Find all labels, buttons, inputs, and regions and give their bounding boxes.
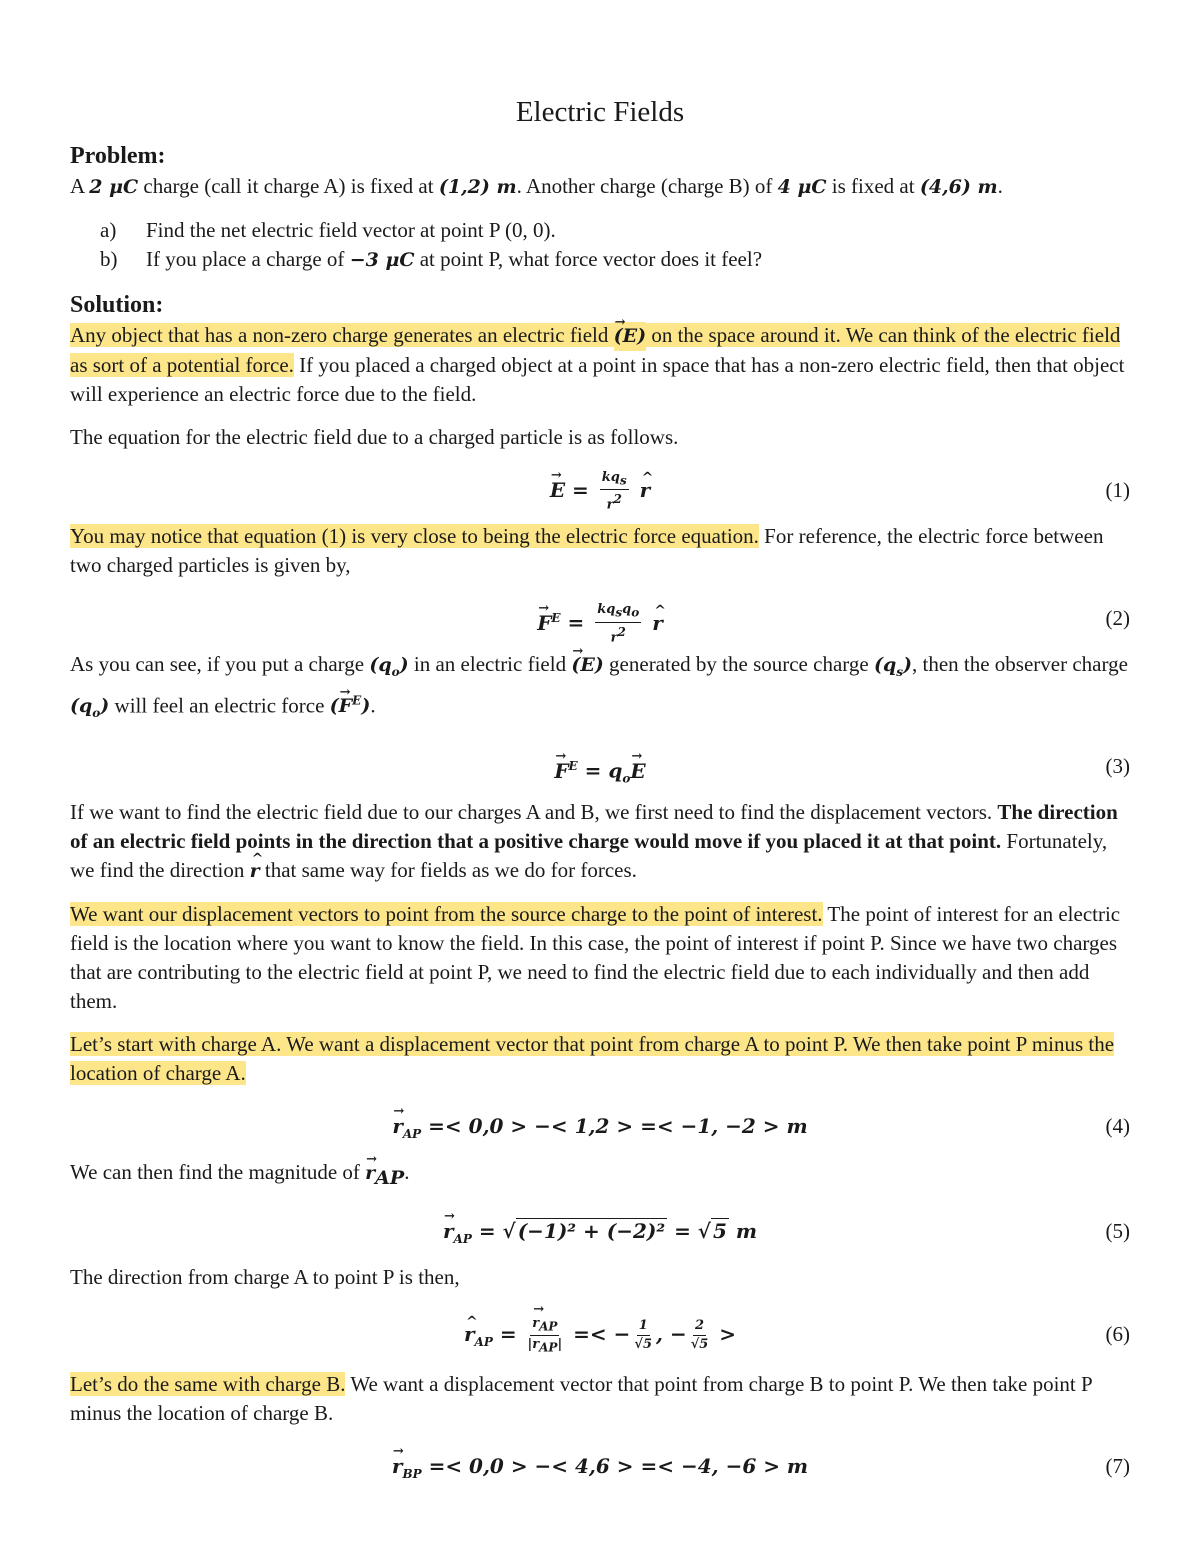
math-r-hat: ^ r [652,599,663,647]
math: o [631,605,640,620]
math: =< 0,0 > −< 1,2 > =< −1, −2 > m [428,1113,808,1138]
fraction [600,471,629,513]
list-label: a) [100,218,117,242]
page-title: Electric Fields [515,96,685,128]
text: . Another charge (charge B) of [516,174,778,198]
math: r [606,497,614,513]
equation-3: → $F^E = q_o\to E$ (3) [70,742,1130,790]
equation-5: → $r_{AP}$ = √ (−1)² + (−2)² = √ 5 m (5) [70,1207,1130,1255]
equation-6: ^ $r_{AP}$ = → $\frac{r_{AP}}{|r_{AP}|}$ =< − $\frac{1}{√5}$ , − $\frac{2}{√5}$ > (6) [70,1306,1130,1362]
math: q [622,602,632,618]
math: E [568,758,578,773]
math-r: → r [392,1102,403,1150]
fraction [691,1319,709,1352]
math-f: → F [537,599,551,647]
math: (q [873,654,897,676]
math-position-b: (4,6) m [919,176,998,198]
math: 2 [693,1319,706,1336]
text: We can then find the magnitude of [70,1159,366,1184]
math-e: → E [630,747,645,795]
equation-number: (5) [1105,1219,1130,1244]
list-text: at point P, what force vector does it feel? [414,247,763,271]
equation-7 [70,1442,1130,1490]
paragraph-3 [70,522,1130,580]
math: q [608,758,623,783]
paragraph-1 [70,321,1130,409]
problem-heading: Problem: [70,143,166,169]
math-r-hat: ^ r [640,466,651,514]
math: (q [70,695,93,718]
math-r: → r [365,1159,375,1188]
math: |r [527,1337,540,1353]
text: If we want to find the electric field due to our charges A and B, we first need to find the displacement vectors. [70,799,998,824]
text: The point of interest for an electric field is the location where you want to know the field. In this case, the point of interest if point P. Since we have two charges that are contributing to the electric field at point P, we need to find the electric field due to each individually and then add them. [70,901,1121,1013]
paragraph-9: The direction from charge A to point P is then, [70,1265,460,1290]
equation-1: → E = $\frac{kq_s}{r^2}$ ^ r (1) [70,466,1130,514]
equation-number: (3) [1105,753,1130,778]
math-f: → F [554,747,568,795]
list-item [70,245,1130,275]
math-e-field: → (E) [614,322,646,351]
paragraph-7 [70,1030,1130,1088]
math: → r [532,1317,539,1331]
solution-heading: Solution: [70,292,164,318]
math: kq [597,602,616,618]
equation-number: (7) [1105,1454,1130,1479]
math: √5 [690,1337,709,1353]
math-charge-b: 4 μC [777,176,827,198]
equation-number: (2) [1105,606,1130,630]
text: , then the observer charge [912,652,1128,676]
math-r: → r [443,1207,454,1255]
text: For reference, the electric force between two charged particles is given by, [70,524,1104,577]
text: If you placed a charged object at a point in space that has a non-zero electric field, then that object will experience an electric force due to the field. [70,353,1125,406]
text: A [70,174,90,198]
equation-4 [70,1102,1130,1150]
equation-2: → $F^E$ = $\frac{kq_sq_o}{r^2}$ ^ r (2) [70,594,1130,642]
math: 2 [613,492,622,507]
text: in an electric field [408,652,572,676]
highlighted-text: Let’s start with charge A. We want a displacement vector that point from charge A to point P. We then take point P minus the location of charge A. [70,1031,1115,1085]
document-page [70,92,1130,1498]
math: 2 [617,624,626,639]
text: Fortunately, we find the direction [70,828,1108,882]
math-e: → E [550,466,565,514]
math: √5 [634,1337,653,1353]
problem-statement [70,172,1130,202]
paragraph-10 [70,1370,1130,1428]
math: s [615,605,623,620]
highlighted-text: Let’s do the same with charge B. [70,1372,346,1397]
text: . [370,693,376,718]
equation-number: (1) [1105,478,1130,502]
math-charge-a: 2 μC [89,176,139,198]
equation-number: (6) [1105,1322,1130,1347]
list-label: b) [100,247,118,271]
math: 1 [637,1319,650,1336]
paragraph-8: We can then find the magnitude of → $r_{AP}$. [70,1158,1130,1193]
math-r: → r [392,1442,403,1490]
text: charge (call it charge A) is fixed at [138,174,439,198]
paragraph-6 [70,900,1130,1016]
text: is fixed at [826,174,920,198]
list-text: Find the net electric field vector at point P (0, 0). [146,218,556,242]
math: BP [402,1467,422,1482]
math-position-a: (1,2) m [438,176,517,198]
math: (q [369,654,392,676]
math: m [735,1219,757,1244]
text: will feel an electric force [109,693,330,718]
equation-number: (4) [1105,1113,1130,1138]
math: > [719,1322,737,1347]
paragraph-4: As you can see, if you put a charge $(q_o)$ in an electric field → (E) generated by the source charge $(q_s)$, then the observer charge $(q_o)$ will feel an electric force (→ $F^E$). [70,650,1130,728]
paragraph-2: The equation for the electric field due to a charged particle is as follows. [70,425,679,449]
math: E [551,611,561,625]
math: =< 0,0 > −< 4,6 > =< −4, −6 > m [428,1454,809,1479]
math: r [610,630,618,646]
text: . [997,174,1003,198]
math-r-hat: ^ r [250,857,260,886]
highlighted-text: Any object that has a non-zero charge generates an electric field [70,323,614,347]
math: kq [601,469,620,485]
text: generated by the source charge [603,652,874,676]
fraction [595,603,641,645]
math: s [619,473,627,488]
highlighted-text: on the space around it. We can think of the electric field as sort of a potential force. [70,323,1121,377]
text: that same way for fields as we do for forces. [259,857,637,882]
math: 5 [712,1219,727,1244]
list-item [70,216,1130,245]
math-e-field: → (E) [571,651,603,680]
math: AP [474,1335,493,1350]
math: =< − [573,1322,631,1347]
fraction: → $\frac{r_{AP}}{|r_{AP}|}$ [528,1317,563,1355]
list-text: If you place a charge of [146,247,350,271]
math: AP [539,1340,558,1355]
highlighted-text: We want our displacement vectors to point from the source charge to the point of interest. [70,901,823,926]
math: AP [402,1126,422,1141]
paragraph-5 [70,798,1130,886]
math: AP [375,1167,405,1190]
math: AP [539,1319,558,1334]
text: We want a displacement vector that point from charge B to point P. We then take point P minus the location of charge B. [70,1372,1092,1426]
math: o [622,771,631,786]
highlighted-text: You may notice that equation (1) is very close to being the electric force equation. [70,524,759,548]
math-r-hat: ^ r [464,1306,475,1362]
problem-parts-list [70,216,1130,275]
math: AP [453,1232,472,1247]
fraction [634,1319,652,1352]
math-charge: −3 μC [349,249,415,271]
math: (−1)² + (−2)² [517,1219,666,1244]
text: As you can see, if you put a charge [70,652,370,676]
bold-text: The direction of an electric field points in the direction that a positive charge would move if you placed it at that point. [70,799,1118,853]
